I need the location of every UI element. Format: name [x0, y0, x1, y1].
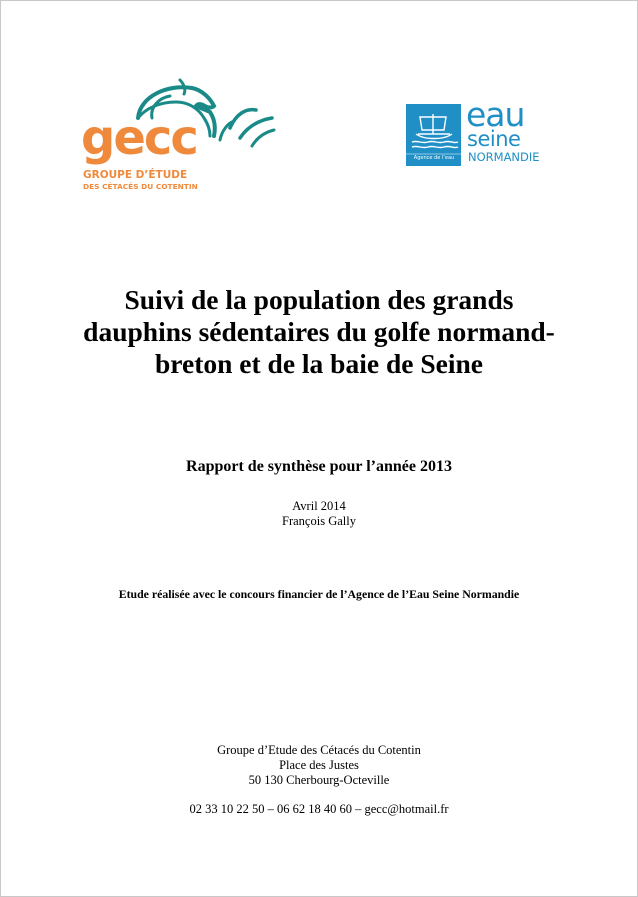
- address-city: 50 130 Cherbourg-Octeville: [248, 773, 390, 787]
- funding-statement: Etude réalisée avec le concours financier de l’Agence de l’Eau Seine Normandie: [118, 587, 520, 601]
- gecc-tagline-line1: GROUPE D’ÉTUDE: [83, 169, 188, 181]
- title-line: dauphins sédentaires du golfe normand-: [83, 316, 555, 347]
- address-org: Groupe d’Etude des Cétacés du Cotentin: [217, 743, 421, 757]
- gecc-logo: [80, 78, 280, 196]
- address-street: Place des Justes: [279, 758, 359, 772]
- aesn-word-seine: seine: [467, 127, 521, 151]
- document-title: [60, 284, 578, 380]
- title-line: Suivi de la population des grands: [124, 284, 514, 315]
- title-line: breton et de la baie de Seine: [155, 348, 483, 379]
- gecc-tagline-line2: DES CÉTACÉS DU COTENTIN: [83, 182, 198, 191]
- address-block: [60, 743, 578, 788]
- document-subtitle: Rapport de synthèse pour l’année 2013: [186, 458, 452, 475]
- gecc-wordmark: gecc: [81, 110, 197, 166]
- aesn-word-eau: eau: [466, 95, 525, 134]
- aesn-word-normandie: NORMANDIE: [468, 150, 540, 164]
- document-meta: [60, 499, 578, 529]
- document-author: François Gally: [282, 514, 356, 528]
- contact-line: 02 33 10 22 50 – 06 62 18 40 60 – gecc@hotmail.fr: [189, 802, 449, 816]
- document-date: Avril 2014: [292, 499, 346, 513]
- aesn-logo: [406, 95, 551, 170]
- aesn-caption: Agence de l’eau: [413, 155, 455, 161]
